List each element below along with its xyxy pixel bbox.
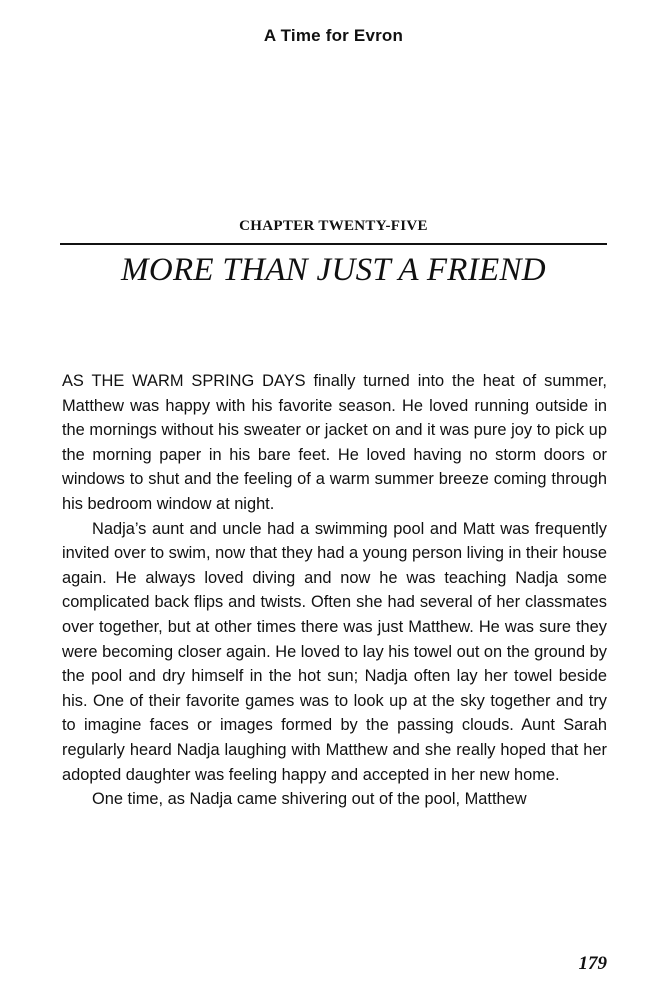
paragraph: Nadja’s aunt and uncle had a swimming pool and Matt was frequently invited over to swim, now that they had a young person living in their house again. He always loved diving and now he was teaching Nadja some complicated back flips and twists. Often she had several of her classmates over together, but at other times there was just Matthew. He was sure they were becoming closer again. He loved to lay his towel out on the ground by the pool and dry himself in the hot sun; Nadja often lay her towel beside his. One of their favorite games was to look up at the sky together and try to imagine faces or images formed by the passing clouds. Aunt Sarah regularly heard Nadja laughing with Matthew and she really hoped that her adopted daughter was feeling happy and accepted in her new home. — [62, 519, 607, 784]
chapter-rule — [60, 243, 607, 245]
paragraph: AS THE WARM SPRING DAYS finally turned into the heat of summer, Matthew was happy with his favorite season. He loved running outside in the mornings without his sweater or jacket on and it was pure joy to pick up the morning paper in his bare feet. He loved having no storm doors or windows to shut and the feeling of a warm summer breeze coming through his bedroom window at night. — [62, 372, 607, 513]
running-head: A Time for Evron — [263, 26, 404, 45]
chapter-label: CHAPTER TWENTY-FIVE — [239, 218, 428, 234]
body-text — [62, 369, 607, 812]
chapter-title: MORE THAN JUST A FRIEND — [121, 252, 546, 288]
page-number: 179 — [578, 953, 607, 974]
paragraph: One time, as Nadja came shivering out of the pool, Matthew — [92, 790, 527, 809]
